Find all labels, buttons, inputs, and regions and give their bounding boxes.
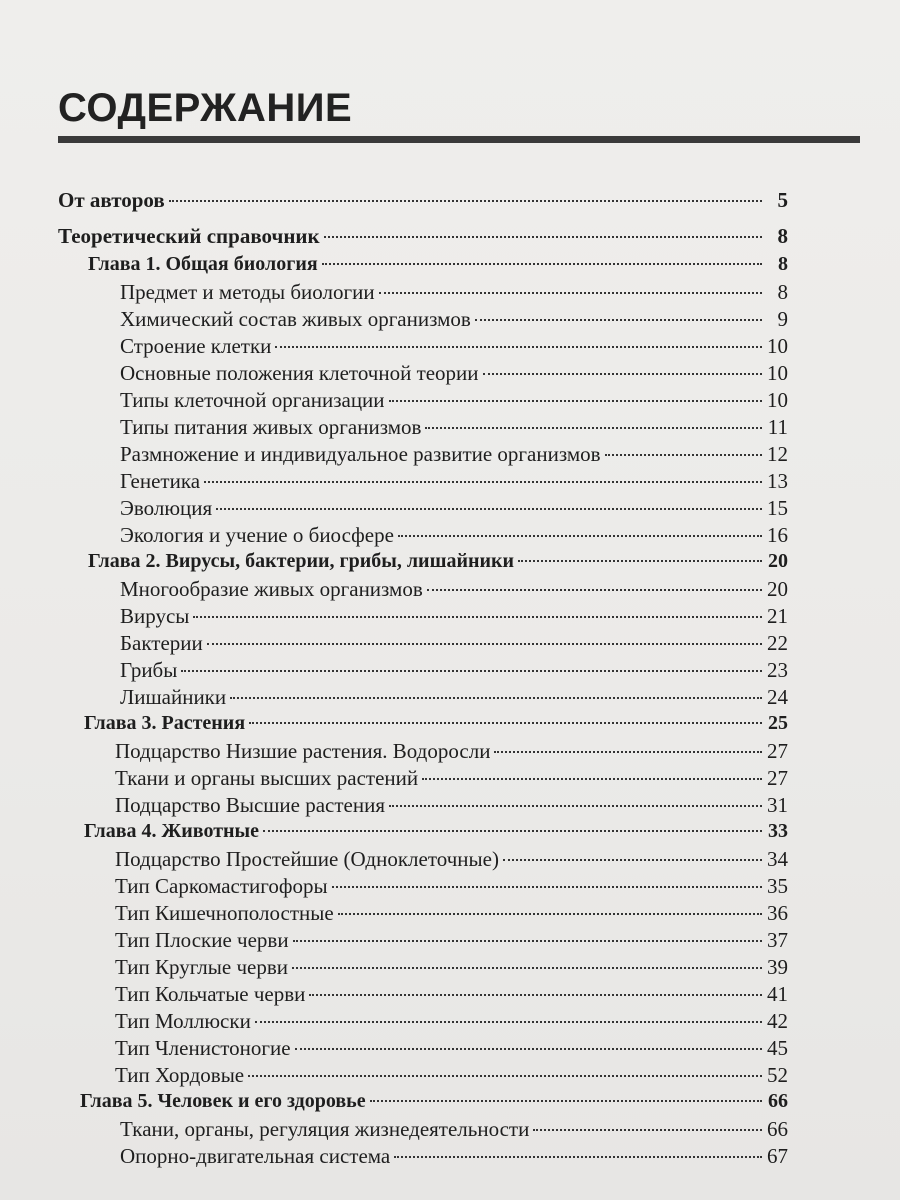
toc-page-number: 21 (767, 604, 788, 628)
toc-entry (120, 415, 788, 440)
toc-entry-label: Многообразие живых организмов (120, 577, 423, 601)
dot-leader (263, 830, 762, 832)
toc-entry-label: Тип Кишечнополостные (115, 901, 334, 925)
toc-entry-label: Лишайники (120, 685, 227, 709)
toc-chapter-5 (80, 1090, 788, 1113)
toc-page-number: 13 (767, 469, 788, 493)
toc-chapter-3 (84, 712, 788, 735)
toc-page-number: 8 (777, 280, 788, 304)
dot-leader (389, 400, 762, 402)
dot-leader (216, 508, 762, 510)
toc-entry-label: Тип Хордовые (115, 1063, 245, 1087)
toc-entry-label: Бактерии (120, 631, 203, 655)
toc-entry (120, 577, 788, 602)
toc-entry-label: Экология и учение о биосфере (120, 523, 394, 547)
toc-page-number: 12 (767, 442, 788, 466)
dot-leader (293, 940, 762, 942)
toc-chapter-1 (88, 253, 788, 276)
dot-leader (422, 778, 762, 780)
dot-leader (275, 346, 762, 348)
toc-entry-label: От авторов (58, 188, 165, 212)
toc-page-number: 36 (767, 901, 788, 925)
dot-leader (169, 200, 762, 202)
dot-leader (338, 913, 762, 915)
dot-leader (475, 319, 762, 321)
toc-entry (115, 847, 788, 872)
toc-page-number: 33 (768, 820, 788, 842)
dot-leader (389, 805, 762, 807)
dot-leader (494, 751, 762, 753)
toc-entry-label: Эволюция (120, 496, 213, 520)
toc-page-number: 41 (767, 982, 788, 1006)
toc-entry (120, 604, 788, 629)
toc-page-number: 35 (767, 874, 788, 898)
toc-entry-label: Глава 5. Человек и его здоровье (80, 1090, 366, 1112)
dot-leader (427, 589, 762, 591)
toc-page-number: 45 (767, 1036, 788, 1060)
toc-entry (120, 469, 788, 494)
toc-entry-label: Тип Саркомастигофоры (115, 874, 328, 898)
toc-entry (115, 1009, 788, 1034)
toc-page-number: 66 (768, 1090, 788, 1112)
dot-leader (533, 1129, 762, 1131)
toc-entry-label: Подцарство Простейшие (Одноклеточные) (115, 847, 499, 871)
toc-page-number: 27 (767, 766, 788, 790)
toc-entry-label: Тип Моллюски (115, 1009, 251, 1033)
toc-entry-label: Типы питания живых организмов (120, 415, 422, 439)
toc-page-number: 8 (777, 224, 788, 248)
toc-page-number: 22 (767, 631, 788, 655)
toc-entry-reference (58, 224, 788, 249)
toc-entry (120, 1117, 788, 1142)
toc-page-number: 20 (768, 550, 788, 572)
toc-entry (120, 442, 788, 467)
toc-entry-label: Глава 4. Животные (84, 820, 260, 842)
toc-entry-label: Грибы (120, 658, 178, 682)
dot-leader (322, 263, 762, 265)
toc-page-number: 42 (767, 1009, 788, 1033)
toc-entry (120, 388, 788, 413)
toc-entry (120, 658, 788, 683)
toc-entry (115, 739, 788, 764)
toc-entry (115, 982, 788, 1007)
dot-leader (249, 722, 762, 724)
toc-page-number: 37 (767, 928, 788, 952)
toc-entry-label: Тип Круглые черви (115, 955, 289, 979)
toc-page-number: 16 (767, 523, 788, 547)
toc-entry-label: Химический состав живых организмов (120, 307, 471, 331)
toc-entry (120, 523, 788, 548)
dot-leader (324, 236, 762, 238)
toc-entry (115, 955, 788, 980)
toc-entry-label: Типы клеточной организации (120, 388, 385, 412)
toc-entry-label: Глава 1. Общая биология (88, 253, 318, 275)
toc-entry (115, 901, 788, 926)
toc-entry (120, 685, 788, 710)
toc-page-number: 39 (767, 955, 788, 979)
toc-page-number: 11 (767, 415, 788, 439)
toc-entry-label: Тип Членистоногие (115, 1036, 291, 1060)
toc-page-number: 10 (767, 388, 788, 412)
dot-leader (292, 967, 762, 969)
toc-entry-label: Предмет и методы биологии (120, 280, 375, 304)
toc-entry-label: Опорно-двигательная система (120, 1144, 391, 1168)
dot-leader (207, 643, 762, 645)
dot-leader (518, 560, 762, 562)
toc-page-number: 8 (778, 253, 788, 275)
toc-entry-label: Теоретический справочник (58, 224, 320, 248)
dot-leader (248, 1075, 762, 1077)
toc-entry-label: Подцарство Низшие растения. Водоросли (115, 739, 491, 763)
toc-page-number: 10 (767, 334, 788, 358)
toc-page-number: 9 (777, 307, 788, 331)
toc-page-number: 27 (767, 739, 788, 763)
toc-page-number: 25 (768, 712, 788, 734)
dot-leader (181, 670, 762, 672)
dot-leader (483, 373, 762, 375)
toc-entry-label: Основные положения клеточной теории (120, 361, 479, 385)
page-title: СОДЕРЖАНИЕ (58, 86, 353, 130)
toc-entry (115, 766, 788, 791)
toc-page-number: 10 (767, 361, 788, 385)
toc-page-number: 66 (767, 1117, 788, 1141)
toc-page-number: 52 (767, 1063, 788, 1087)
toc-entry-label: Генетика (120, 469, 201, 493)
toc-entry-label: Тип Плоские черви (115, 928, 289, 952)
toc-entry-label: Глава 2. Вирусы, бактерии, грибы, лишайники (88, 550, 515, 572)
toc-page-number: 31 (767, 793, 788, 817)
dot-leader (503, 859, 762, 861)
toc-entry (115, 1036, 788, 1061)
toc-chapter-4 (84, 820, 788, 843)
dot-leader (255, 1021, 762, 1023)
toc-entry-label: Размножение и индивидуальное развитие организмов (120, 442, 601, 466)
toc-entry-label: Глава 3. Растения (84, 712, 246, 734)
toc-page-number: 15 (767, 496, 788, 520)
toc-entry (115, 874, 788, 899)
toc-chapter-2 (88, 550, 788, 573)
toc-entry-label: Ткани, органы, регуляция жизнедеятельности (120, 1117, 530, 1141)
dot-leader (332, 886, 762, 888)
title-underline (58, 136, 860, 143)
dot-leader (204, 481, 762, 483)
dot-leader (605, 454, 762, 456)
dot-leader (394, 1156, 762, 1158)
toc-entry (120, 1144, 788, 1169)
dot-leader (193, 616, 762, 618)
dot-leader (230, 697, 762, 699)
toc-entry (120, 496, 788, 521)
toc-page-number: 34 (767, 847, 788, 871)
dot-leader (398, 535, 762, 537)
toc-entry (120, 361, 788, 386)
toc-entry-label: Вирусы (120, 604, 190, 628)
toc-page-number: 24 (767, 685, 788, 709)
toc-page-number: 67 (767, 1144, 788, 1168)
toc-page-number: 5 (777, 188, 788, 212)
toc-entry (120, 280, 788, 305)
dot-leader (379, 292, 762, 294)
dot-leader (295, 1048, 762, 1050)
toc-entry-label: Строение клетки (120, 334, 272, 358)
dot-leader (425, 427, 762, 429)
toc-entry (120, 334, 788, 359)
dot-leader (309, 994, 762, 996)
toc-entry (120, 307, 788, 332)
toc-entry-label: Тип Кольчатые черви (115, 982, 306, 1006)
toc-page-number: 20 (767, 577, 788, 601)
toc-entry-label: Подцарство Высшие растения (115, 793, 386, 817)
toc-entry (120, 631, 788, 656)
dot-leader (370, 1100, 762, 1102)
toc-entry (115, 793, 788, 818)
toc-page-number: 23 (767, 658, 788, 682)
toc-entry-label: Ткани и органы высших растений (115, 766, 419, 790)
toc-entry (115, 928, 788, 953)
toc-entry (115, 1063, 788, 1088)
toc-entry-from-authors (58, 188, 788, 213)
